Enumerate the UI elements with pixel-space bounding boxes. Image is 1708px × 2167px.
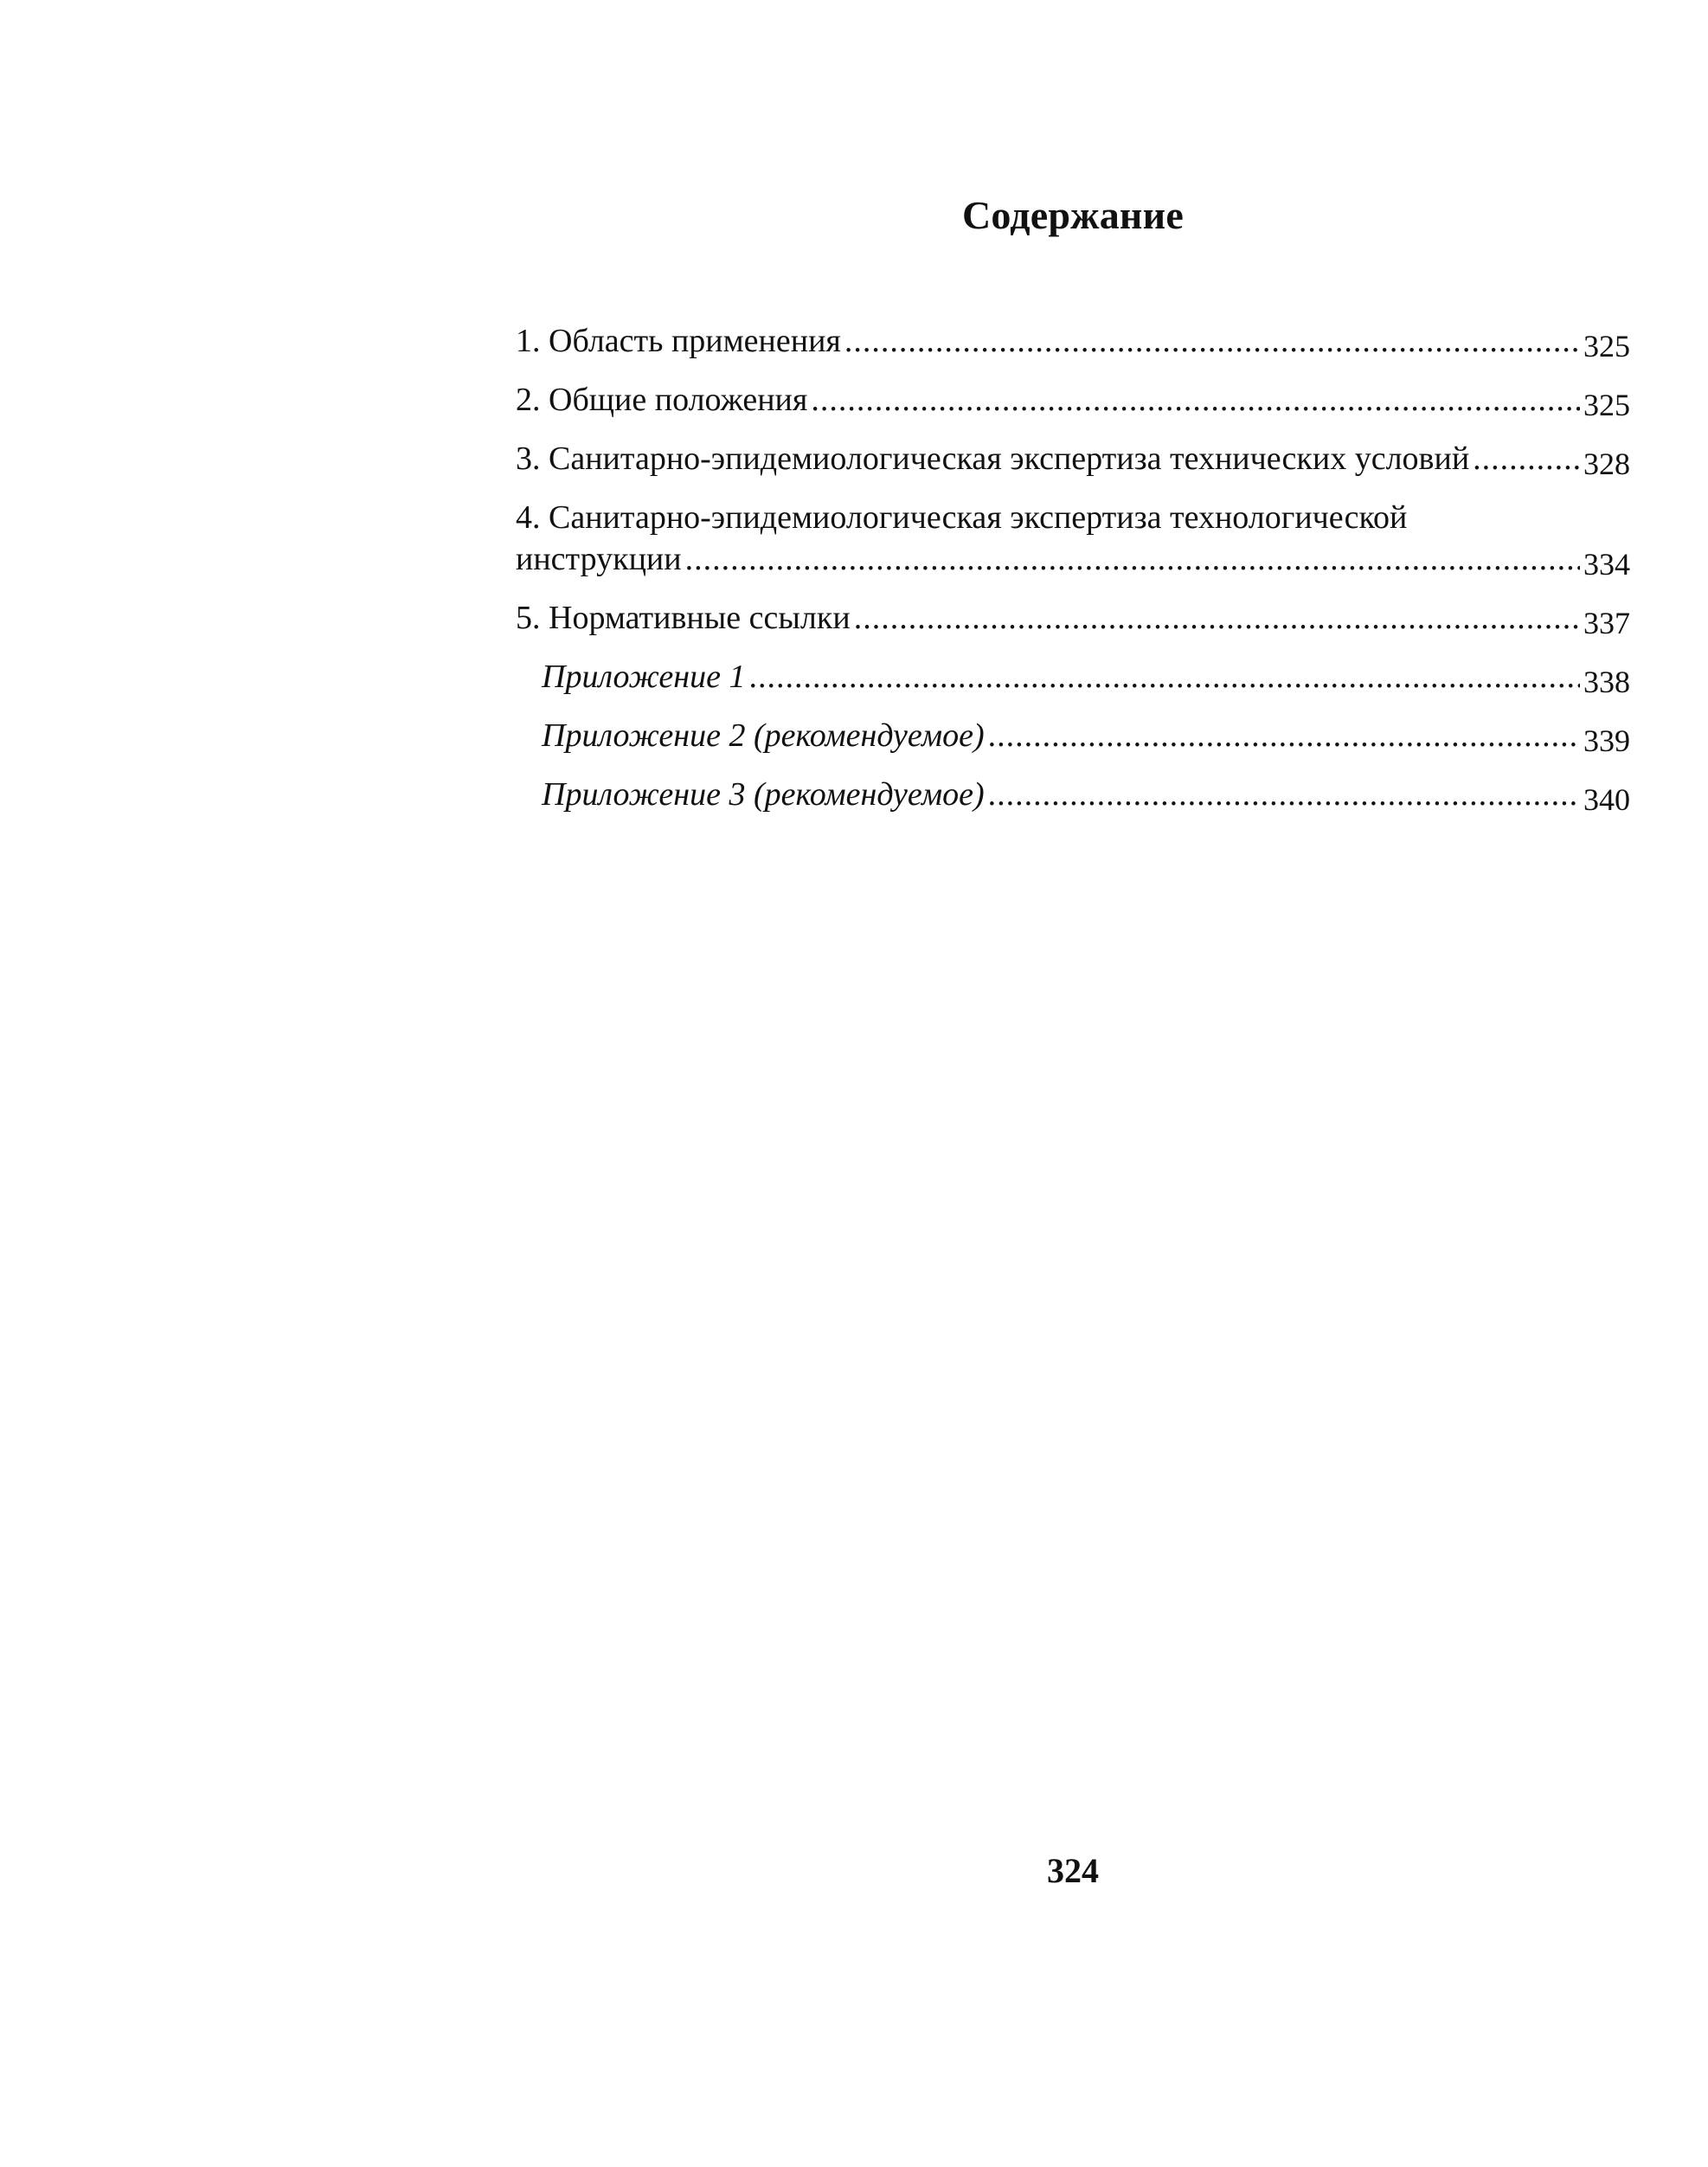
toc-item-page: 334 [1583,547,1630,582]
toc-item[interactable] [516,320,1630,362]
toc-item-continuation [516,538,1630,580]
page-title: Содержание [962,193,1184,237]
dot-leader [748,656,1580,698]
dot-leader [844,320,1580,362]
toc-item-page: 328 [1583,447,1630,481]
dot-leader [988,774,1580,815]
toc-item-label-line2: инструкции [516,541,682,577]
toc-item[interactable] [516,597,1630,639]
toc-item-page: 325 [1583,329,1630,363]
toc-item-page: 339 [1583,723,1630,758]
toc-item-page: 340 [1583,782,1630,817]
toc-item[interactable] [516,379,1630,421]
dot-leader [988,715,1580,756]
toc-item-page: 325 [1583,388,1630,422]
toc-item-page: 337 [1583,606,1630,640]
table-of-contents [516,320,1630,833]
toc-appendix-item[interactable] [516,656,1630,698]
toc-appendix-item[interactable] [516,715,1630,756]
toc-item-label: 3. Санитарно-эпидемиологическая экспертиза технических условий [516,440,1470,477]
toc-item-label: 2. Общие положения [516,382,808,418]
toc-item-label: Приложение 2 (рекомендуемое) [542,717,985,754]
toc-item-label: 5. Нормативные ссылки [516,600,851,636]
toc-item-label: Приложение 1 [542,659,746,695]
toc-item[interactable] [516,497,1630,580]
toc-item-page: 338 [1583,665,1630,699]
page-number: 324 [1047,1851,1099,1890]
dot-leader [685,538,1580,580]
toc-appendix-item[interactable] [516,774,1630,815]
toc-item-label: Приложение 3 (рекомендуемое) [542,776,985,813]
toc-item-label-line1: 4. Санитарно-эпидемиологическая экспертиза технологической [516,499,1408,536]
dot-leader [811,379,1580,421]
toc-item-label: 1. Область применения [516,323,841,359]
dot-leader [854,597,1580,639]
dot-leader [1473,438,1580,479]
toc-item[interactable] [516,438,1630,479]
